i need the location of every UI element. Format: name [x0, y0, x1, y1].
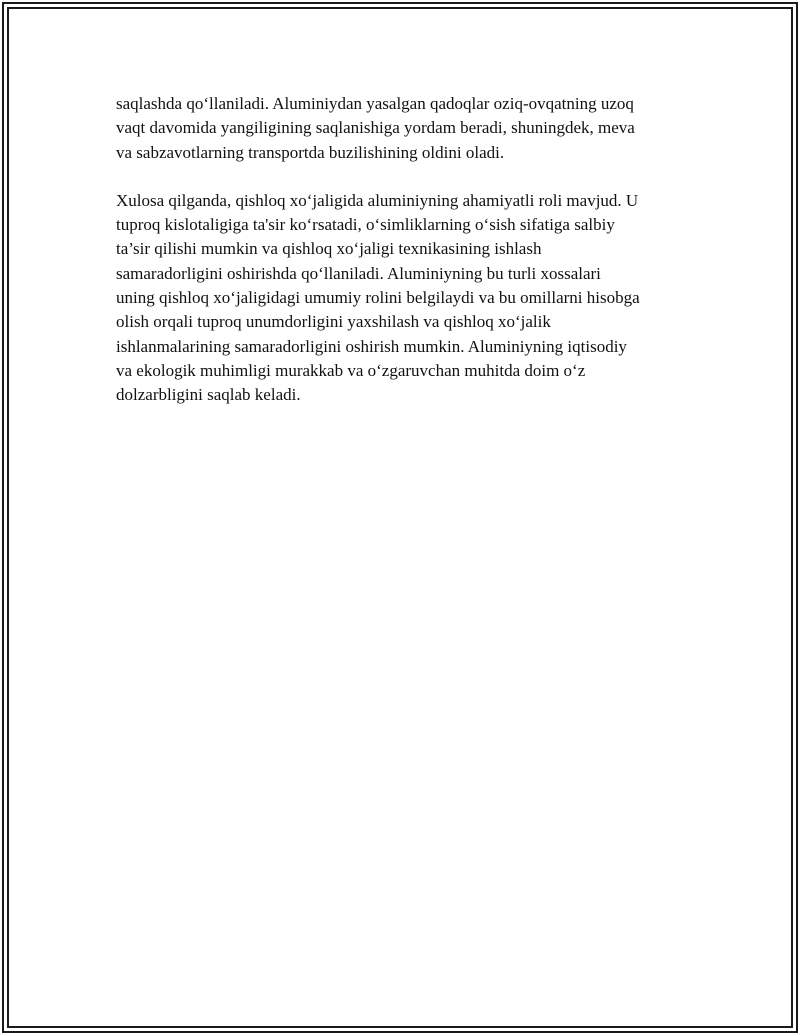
document-body [116, 92, 691, 408]
text-line: olish orqali tuproq unumdorligini yaxshilash va qishloq xo‘jalik [116, 312, 551, 332]
text-line: ishlanmalarining samaradorligini oshirish mumkin. Aluminiyning iqtisodiy [116, 336, 627, 356]
text-line: ta’sir qilishi mumkin va qishloq xo‘jaligi texnikasining ishlash [116, 239, 542, 259]
paragraph-2 [116, 189, 691, 408]
paragraph-1 [116, 92, 691, 165]
text-line: samaradorligini oshirishda qo‘llaniladi. Aluminiyning bu turli xossalari [116, 263, 601, 283]
text-line: dolzarbligini saqlab keladi. [116, 385, 301, 405]
text-line: tuproq kislotaligiga ta'sir ko‘rsatadi, o‘simliklarning o‘sish sifatiga salbiy [116, 215, 615, 235]
text-line: vaqt davomida yangiligining saqlanishiga yordam beradi, shuningdek, meva [116, 118, 635, 138]
text-line: uning qishloq xo‘jaligidagi umumiy rolini belgilaydi va bu omillarni hisobga [116, 288, 640, 308]
text-line: va ekologik muhimligi murakkab va o‘zgaruvchan muhitda doim o‘z [116, 360, 586, 380]
text-line: Xulosa qilganda, qishloq xo‘jaligida aluminiyning ahamiyatli roli mavjud. U [116, 190, 639, 210]
text-line: va sabzavotlarning transportda buzilishining oldini oladi. [116, 142, 505, 162]
text-line: saqlashda qo‘llaniladi. Aluminiydan yasalgan qadoqlar oziq-ovqatning uzoq [116, 94, 634, 113]
